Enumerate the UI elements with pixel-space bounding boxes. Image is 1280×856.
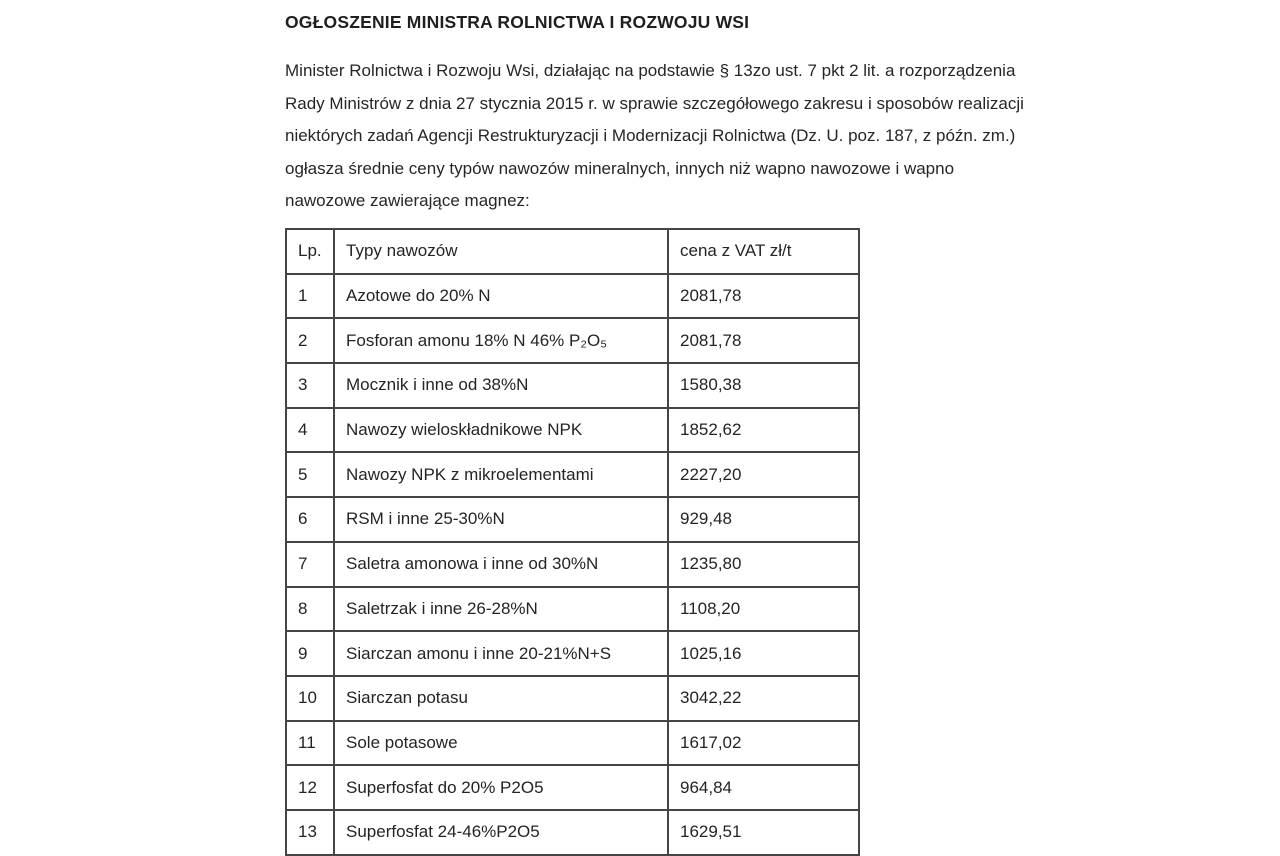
column-header-price: cena z VAT zł/t	[668, 229, 859, 274]
table-row	[286, 363, 859, 408]
row-price: 1235,80	[668, 542, 859, 587]
row-price: 1852,62	[668, 408, 859, 453]
row-type: Superfosfat do 20% P2O5	[334, 765, 668, 810]
row-lp: 12	[286, 765, 334, 810]
fertilizer-price-table	[285, 228, 860, 856]
row-type: Nawozy wieloskładnikowe NPK	[334, 408, 668, 453]
table-header	[286, 229, 859, 274]
paragraph-line: nawozowe zawierające magnez:	[285, 191, 530, 211]
row-type: Siarczan amonu i inne 20-21%N+S	[334, 631, 668, 676]
row-lp: 11	[286, 721, 334, 766]
row-type: Sole potasowe	[334, 721, 668, 766]
table-row	[286, 274, 859, 319]
row-lp: 6	[286, 497, 334, 542]
row-price: 1617,02	[668, 721, 859, 766]
row-lp: 5	[286, 452, 334, 497]
document-title: OGŁOSZENIE MINISTRA ROLNICTWA I ROZWOJU WSI	[285, 12, 750, 32]
row-lp: 4	[286, 408, 334, 453]
column-header-type: Typy nawozów	[334, 229, 668, 274]
row-lp: 13	[286, 810, 334, 855]
row-type: Nawozy NPK z mikroelementami	[334, 452, 668, 497]
table-row	[286, 676, 859, 721]
table-row	[286, 542, 859, 587]
table-row	[286, 721, 859, 766]
row-type: Siarczan potasu	[334, 676, 668, 721]
row-price: 2081,78	[668, 274, 859, 319]
table-row	[286, 452, 859, 497]
table-row	[286, 408, 859, 453]
row-lp: 3	[286, 363, 334, 408]
price-table-body	[286, 274, 859, 855]
table-row	[286, 497, 859, 542]
row-price: 964,84	[668, 765, 859, 810]
table-row	[286, 631, 859, 676]
table-row	[286, 765, 859, 810]
row-price: 1025,16	[668, 631, 859, 676]
table-row	[286, 587, 859, 632]
row-type: Saletrzak i inne 26-28%N	[334, 587, 668, 632]
table-row	[286, 810, 859, 855]
row-lp: 7	[286, 542, 334, 587]
row-price: 3042,22	[668, 676, 859, 721]
row-lp: 10	[286, 676, 334, 721]
row-type: RSM i inne 25-30%N	[334, 497, 668, 542]
table-header-row	[286, 229, 859, 274]
row-lp: 9	[286, 631, 334, 676]
row-type: Saletra amonowa i inne od 30%N	[334, 542, 668, 587]
row-type: Fosforan amonu 18% N 46% P₂O₅	[334, 318, 668, 363]
paragraph-line: ogłasza średnie ceny typów nawozów mineralnych, innych niż wapno nawozowe i wapno	[285, 158, 955, 178]
intro-paragraph	[285, 55, 1115, 218]
row-lp: 2	[286, 318, 334, 363]
row-price: 2081,78	[668, 318, 859, 363]
row-price: 2227,20	[668, 452, 859, 497]
row-type: Superfosfat 24-46%P2O5	[334, 810, 668, 855]
row-lp: 1	[286, 274, 334, 319]
paragraph-line: niektórych zadań Agencji Restrukturyzacji i Modernizacji Rolnictwa (Dz. U. poz. 187, z późn. zm.)	[285, 126, 1016, 146]
paragraph-line: Minister Rolnictwa i Rozwoju Wsi, działając na podstawie § 13zo ust. 7 pkt 2 lit. a rozporządzenia	[285, 61, 1016, 80]
row-lp: 8	[286, 587, 334, 632]
paragraph-line: Rady Ministrów z dnia 27 stycznia 2015 r. w sprawie szczegółowego zakresu i sposobów realizacji	[285, 93, 1024, 113]
row-type: Mocznik i inne od 38%N	[334, 363, 668, 408]
column-header-lp: Lp.	[286, 229, 334, 274]
row-price: 1580,38	[668, 363, 859, 408]
row-price: 1108,20	[668, 587, 859, 632]
row-type: Azotowe do 20% N	[334, 274, 668, 319]
table-row	[286, 318, 859, 363]
row-price: 929,48	[668, 497, 859, 542]
row-price: 1629,51	[668, 810, 859, 855]
